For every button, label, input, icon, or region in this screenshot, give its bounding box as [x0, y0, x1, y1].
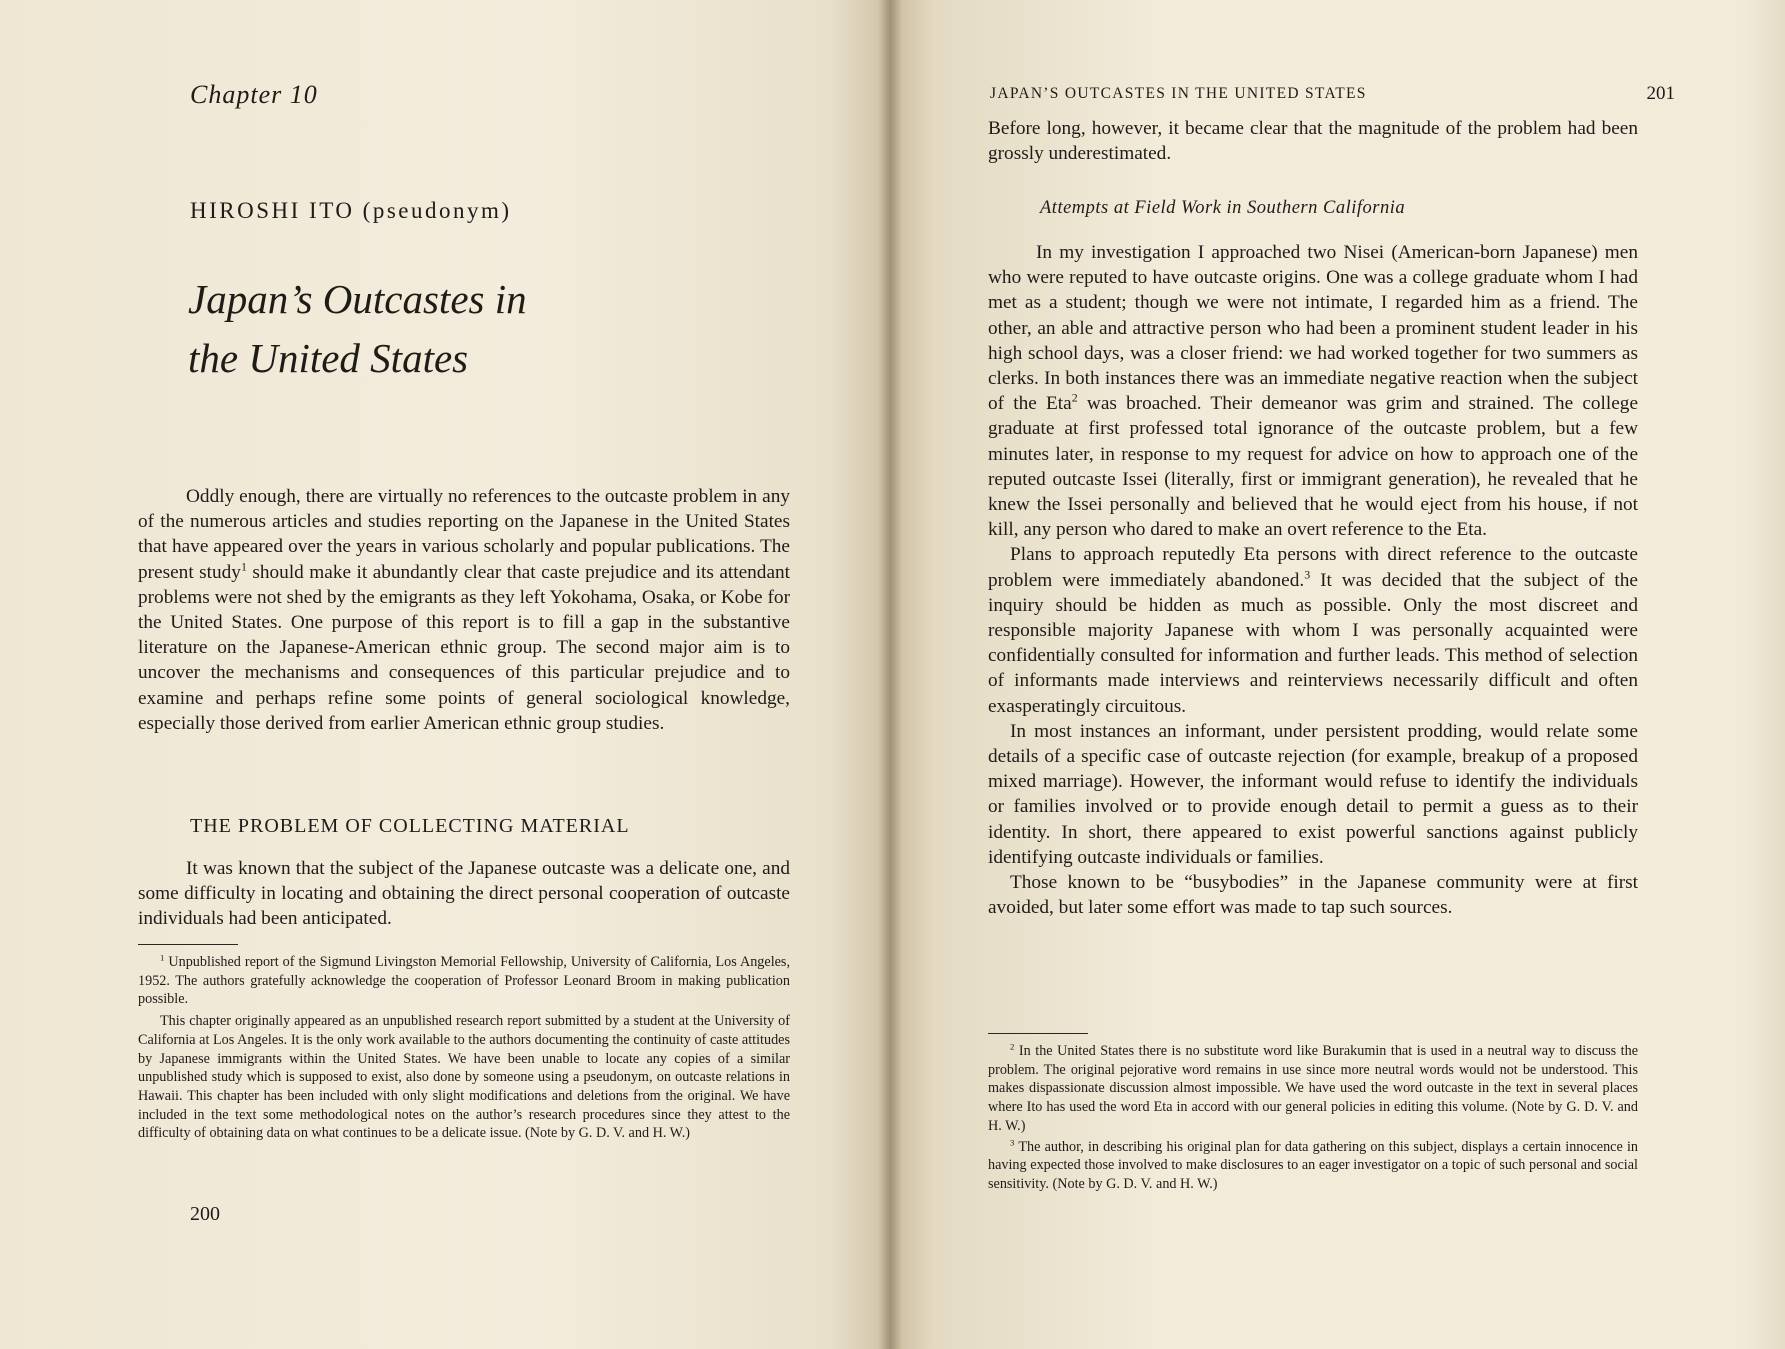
footnote-1-editor-note: This chapter originally appeared as an unpublished research report submitted by a student at the University of California at Los Angeles. It is the only work available to the authors documenting the continuity of caste attitudes by Japanese immigrants within the United States. We have been unable to locate any copies of a similar unpublished study which is supposed to exist, also done by someone using a pseudonym, on outcaste relations in Hawaii. This chapter has been included with only slight modifications and deletions from the original. We have included in the text some methodological notes on the author’s research procedures since they attest to the difficulty of obtaining data on what continues to be a delicate issue. (Note by G. D. V. and H. W.)	[138, 1013, 790, 1142]
continuation-block	[988, 116, 1638, 166]
intro-paragraph-block	[138, 484, 790, 736]
footnote-1	[138, 953, 790, 1009]
paragraph-1	[988, 240, 1638, 542]
footnote-ref-2: 2	[1071, 390, 1078, 405]
paragraph-2	[988, 542, 1638, 718]
footnote-2-text: In the United States there is no substitute word like Burakumin that is used in a neutral way to discuss the problem. The original pejorative word remains in use since more neutral words would not be understood. This makes dispassionate discussion almost impossible. We have used the word outcaste in the text in several places where Ito has used the word Eta in accord with our general policies in editing this volume. (Note by G. D. V. and H. W.)	[988, 1043, 1638, 1134]
section-heading: THE PROBLEM OF COLLECTING MATERIAL	[190, 815, 630, 837]
footnote-3-marker: 3	[1010, 1136, 1015, 1147]
intro-text-1: Oddly enough, there are virtually no references to the outcaste problem in any of the numerous articles and studies reporting on the Japanese in the United States that have appeared over the years in various scholarly and popular publications.	[138, 486, 790, 558]
chapter-title-line-2: the United States	[188, 335, 469, 381]
paragraph-3: In most instances an informant, under persistent prodding, would relate some details of a specific case of outcaste rejection (for example, breakup of a proposed mixed marriage). However, the informant would refuse to identify the individuals or families involved or to provide enough detail to permit a guess as to their identity. In short, there appeared to exist powerful sanctions against publicly identifying outcaste individuals or families.	[988, 720, 1638, 868]
chapter-title	[188, 270, 527, 388]
paragraph-4: Those known to be “busybodies” in the Japanese community were at first avoided, but later some effort was made to tap such sources.	[988, 872, 1638, 919]
paragraph-1-text-a: In my investigation I approached two Nisei (American-born Japanese) men who were reputed to have outcaste origins. One was a college graduate whom I had met as a student; though we were not intimate, I regarded him as a friend. The other, an able and attractive person who had been a prominent student leader in his high school days, was a closer friend: we had worked together for two summers as clerks. In both instances there was an immediate negative reaction when the subject of the Eta	[988, 242, 1638, 415]
footnote-1-text: Unpublished report of the Sigmund Livingston Memorial Fellowship, University of California, Los Angeles, 1952. The authors gratefully acknowledge the cooperation of Professor Leonard Broom in making publication possible.	[138, 954, 790, 1008]
section-paragraph-block	[138, 856, 790, 932]
right-body	[988, 240, 1638, 920]
paragraph-1-text-b: was broached. Their demeanor was grim and strained. The college graduate at first professed total ignorance of the outcaste problem, but a few minutes later, in response to my request for advice on how to approach one of the reputed outcaste Issei (literally, first or immigrant generation), he revealed that he knew the Issei personally and believed that he would eject from his house, if not kill, any person who dared to make an overt reference to the Eta.	[988, 393, 1638, 541]
page-number-left: 200	[190, 1203, 220, 1225]
chapter-label: Chapter 10	[190, 80, 318, 109]
page-number-right: 201	[1646, 83, 1675, 104]
subsection-heading: Attempts at Field Work in Southern California	[1040, 198, 1406, 218]
left-page	[0, 0, 890, 1349]
right-page	[890, 0, 1785, 1349]
author-line: HIROSHI ITO (pseudonym)	[190, 198, 512, 223]
running-head: JAPAN’S OUTCASTES IN THE UNITED STATES	[990, 85, 1367, 102]
footnote-rule-right	[988, 1033, 1088, 1034]
footnote-2-marker: 2	[1010, 1041, 1015, 1052]
footnote-3	[988, 1138, 1638, 1194]
footnote-1-marker: 1	[160, 952, 165, 963]
footnote-ref-3: 3	[1304, 567, 1311, 582]
left-footnotes	[138, 944, 790, 1143]
intro-text-2: The present study	[138, 536, 790, 583]
footnote-3-text: The author, in describing his original plan for data gathering on this subject, displays a certain innocence in having expected those involved to make disclosures to an eager investigator on a topic of such personal and social sensitivity. (Note by G. D. V. and H. W.)	[988, 1138, 1638, 1192]
footnote-ref-1: 1	[240, 559, 247, 574]
intro-text-3: should make it abundantly clear that caste prejudice and its attendant problems were not shed by the emigrants as they left Yokohama, Osaka, or Kobe for the United States. One purpose of this report is to fill a gap in the substantive literature on the Japanese-American ethnic group. The second major aim is to uncover the mechanisms and consequences of this particular prejudice and to examine and perhaps refine some points of general sociological knowledge, especially those derived from earlier American ethnic group studies.	[138, 561, 790, 734]
intro-paragraph	[138, 484, 790, 736]
footnote-rule	[138, 944, 238, 945]
chapter-title-line-1: Japan’s Outcastes in	[188, 276, 527, 322]
paragraph-2-text-a: Plans to approach reputedly Eta persons with direct reference to the outcaste problem were immediately abandoned.	[988, 544, 1638, 591]
book-gutter	[878, 0, 902, 1349]
continuation-paragraph: Before long, however, it became clear that the magnitude of the problem had been grossly underestimated.	[988, 118, 1638, 165]
right-footnotes	[988, 1033, 1638, 1194]
footnote-2	[988, 1042, 1638, 1136]
section-paragraph: It was known that the subject of the Japanese outcaste was a delicate one, and some difficulty in locating and obtaining the direct personal cooperation of outcaste individuals had been anticipated.	[138, 858, 790, 930]
paragraph-2-text-b: It was decided that the subject of the inquiry should be hidden as much as possible. Only the most discreet and responsible majority Japanese with whom I was personally acquainted were confidentially consulted for information and further leads. This method of selection of informants made interviews and reinterviews necessarily difficult and often exasperatingly circuitous.	[988, 569, 1638, 717]
